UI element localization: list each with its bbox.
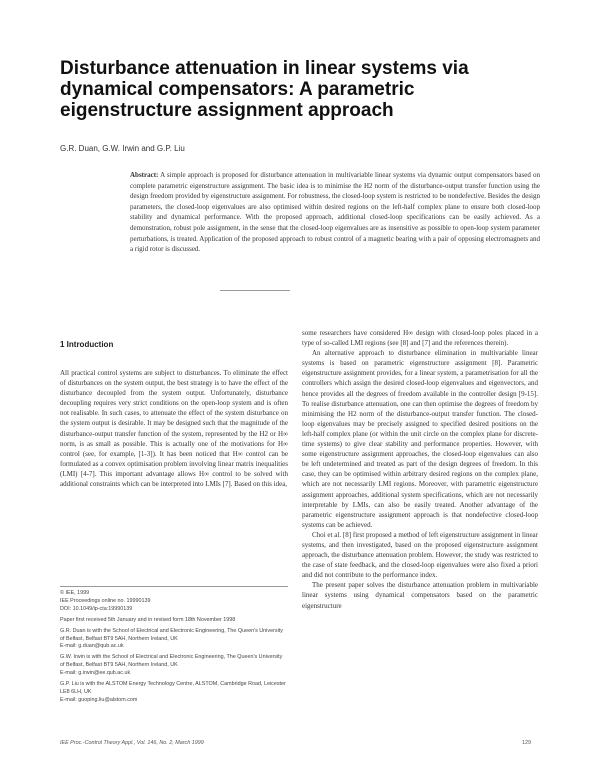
body-paragraph: The present paper solves the disturbance attenuation problem in multivariable linear systems using dynamical compensators based on the parametric eigenstructure [302, 581, 538, 610]
affiliation-note: G.P. Liu is with the ALSTOM Energy Technology Centre, ALSTOM, Cambridge Road, Leicester LE8 6LH, UK [60, 681, 286, 695]
journal-footer: IEE Proc.-Control Theory Appl., Vol. 146, No. 2, March 1999 [60, 740, 204, 746]
affiliation-note: G.R. Duan is with the School of Electrical and Electronic Engineering, The Queen's University of Belfast, Belfast BT9 5AH, Northern Ireland, UK [60, 627, 283, 642]
footnote-rule [60, 586, 288, 587]
affiliation-note: G.W. Irwin is with the School of Electrical and Electronic Engineering, The Queen's University of Belfast, Belfast BT9 5AH, Northern Ireland, UK [60, 654, 283, 669]
received-note: Paper first received 5th January and in revised form 18th November 1998 [60, 616, 236, 623]
abstract-label: Abstract: [130, 171, 159, 179]
publication-notes [60, 590, 288, 705]
body-paragraph: An alternative approach to disturbance elimination in multivariable linear systems is based on parametric eigenstructure assignment [8]. Parametric eigenstructure assignment provides, for a linear system, a parametrisation for all the controllers which assign the desired closed-loop eigenvalues and eigenvectors, and hence provides all the degrees of freedom available in the controller design [9-15]. To realise disturbance attenuation, one can then optimise the degrees of freedom by minimising the H2 norm of the disturbance-output transfer function. The closed-loop eigenvalues may be precisely assigned to specified desired positions on the left-half complex plane (or within the unit circle on the complex plane for discrete-time systems) to give clear stability and performance properties. However, with some eigenstructure assignment approaches, the closed-loop eigenvalues can also be left undetermined and treated as part of the design degrees of freedom. In this case, they can be optimised within arbitrary desired regions on the complex plane, which are not necessarily LMI regions. Moreover, with parametric eigenstructure assignment approaches, additional system specifications, which are not necessarily interpretable by LMIs, can also be easily treated. Another advantage of the parametric eigenstructure assignment approach is that nondefective closed-loop systems can be achieved. [302, 349, 538, 529]
paper-title: Disturbance attenuation in linear systems via dynamical compensators: A parametric eigenstructure assignment approach [60, 58, 469, 121]
left-column [60, 368, 288, 489]
doi-note: DOI: 10.1049/ip-cta:19990139 [60, 605, 133, 612]
online-number-note: IEE Proceedings online no. 19990139 [60, 597, 151, 604]
email-note: E-mail: guoping.liu@alstom.com [60, 696, 138, 703]
page-number: 129 [522, 740, 531, 746]
intro-paragraph: All practical control systems are subject to disturbances. To eliminate the effect of disturbances on the system output, the best strategy is to have the effect of the disturbance decoupled from the system output. Unfortunately, disturbance decoupling requires very strict conditions on the open-loop system and is often not realisable. In such cases, to attenuate the effect of the system disturbance on the system output is desirable. It may be designed such that the magnitude of the disturbance-output transfer function of the system, represented by the H2 or H∞ norm, is as small as possible. This is actually one of the motivations for H∞ control (see, for example, [1-3]). It has been noticed that H∞ control can be formulated as a convex optimisation problem involving linear matrix inequalities (LMI) [4-7]. This important advantage allows H∞ control to be solved with additional constraints which can be interpreted into LMIs [7]. Based on this idea, [60, 369, 288, 489]
copyright-note: © IEE, 1999 [60, 590, 90, 596]
abstract [130, 170, 540, 255]
abstract-text: A simple approach is proposed for disturbance attenuation in multivariable linear systems via dynamic output compensators based on complete parametric eigenstructure assignment. The basic idea is to minimise the H2 norm of the disturbance-output transfer function using the design freedom provided by eigenstructure assignment. For robustness, the closed-loop system is restricted to be nondefective. Besides the design parameters, the closed-loop eigenvalues are also optimised within desired regions on the left-half complex plane to ensure both closed-loop stability and dynamical performance. With the proposed approach, additional closed-loop specifications can be easily achieved. As a demonstration, robust pole assignment, in the sense that the closed-loop eigenvalues are as insensitive as possible to open-loop system parameter perturbations, is treated. Application of the proposed approach to robust control of a magnetic bearing with a pair of opposing electromagnets and a rigid rotor is discussed. [130, 171, 540, 254]
right-column [302, 328, 538, 611]
body-paragraph: Choi et al. [8] first proposed a method of left eigenstructure assignment in linear systems, and then investigated, based on the proposed eigenstructure assignment approach, the disturbance attenuation problem. However, the study was restricted to the case of state feedback, and the closed-loop eigenvalues were also fixed a priori and did not contribute to the performance index. [302, 530, 538, 580]
email-note: E-mail: g.duan@qub.ac.uk [60, 643, 124, 650]
author-list: G.R. Duan, G.W. Irwin and G.P. Liu [60, 144, 185, 153]
abstract-separator [220, 290, 290, 291]
section-heading-introduction: 1 Introduction [60, 340, 114, 349]
email-note: E-mail: g.irwin@ee.qub.ac.uk [60, 670, 131, 677]
body-paragraph: some researchers have considered H∞ design with closed-loop poles placed in a type of so-called LMI regions (see [8] and [7] and the references therein). [302, 329, 538, 348]
